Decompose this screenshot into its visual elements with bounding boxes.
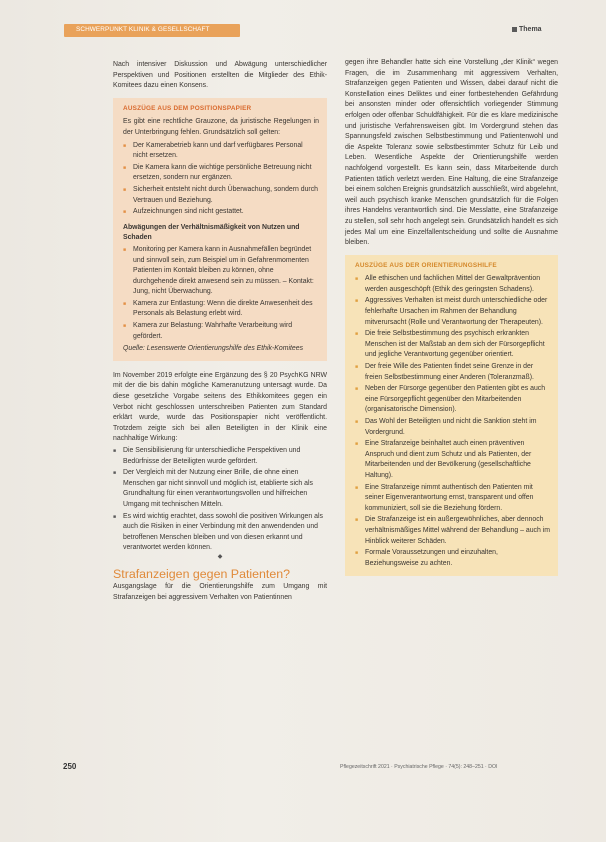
list-item: ■ Neben der Fürsorge gegenüber den Patienten gibt es auch eine Fürsorgepflicht gegenüber den Mitarbeitenden (organisatorische Dimension).	[355, 384, 550, 416]
box-list	[355, 274, 550, 569]
list-item: ■ Die Kamera kann die wichtige persönliche Betreuung nicht ersetzen, sondern nur ergänzen.	[123, 163, 319, 184]
right-column	[345, 58, 558, 586]
list-item: ■ Kamera zur Belastung: Wahrhafte Verarbeitung wird gefördert.	[123, 321, 319, 342]
box-list	[123, 141, 319, 218]
section-header-bar	[64, 24, 240, 37]
list-item: ■ Eine Strafanzeige nimmt authentisch den Patienten mit seiner Eigenverantwortung ernst, transparent und offen kommuniziert, soll sie die Beziehung fördern.	[355, 483, 550, 515]
list-item: ■ Alle ethischen und fachlichen Mittel der Gewaltprävention werden ausgeschöpft (Ethik des geringsten Schadens).	[355, 274, 550, 295]
box-title: AUSZÜGE AUS DEM POSITIONSPAPIER	[123, 104, 252, 112]
list-item: ■ Die freie Selbstbestimmung des psychisch erkrankten Menschen ist der Maßstab an dem sich der Fürsorgepflicht und jegliche Verantwortung gegenüber orientiert.	[355, 329, 550, 361]
list-item: ■ Monitoring per Kamera kann in Ausnahmefällen begründet und sinnvoll sein, zum Beispiel um in Gefahrenmomenten Patienten im Kontakt bleiben zu können, ohne durchgehende direkt anwesend sein zu müssen. – Kontakt: Jung, nicht Überwachung.	[123, 245, 319, 298]
left-column	[113, 60, 327, 609]
right-body-paragraph: gegen ihre Behandler hatte sich eine Vorstellung „der Klinik“ wegen Fragen, die im Zusammenhang mit aggressivem Verhalten, Strafanzeigen gegen Patienten und Wissen, dabei darauf nicht die Konstellation eines Deliktes und einer fortbestehenden Gefährdung bei ansonsten minder oder offensichtlich vorliegender Stimmung erfolgen oder offenbar Schuldfähigkeit. Für die es klare medizinische und juristische Verfahrensweisen gibt. Im Vordergrund stehen das Spannungsfeld zwischen Selbstbestimmung und Patientenwohl und die Aspekte Toleranz sowie selbstbestimmter Schutz für Leib und Leben. Wesentliche Aspekte der Orientierungshilfe werden nachfolgend vorgestellt. Es kann sein, dass Mitarbeitende durch Patienten tätlich verletzt werden. Eine Haltung, die eine Strafanzeige bei einem solchen Ereignis grundsätzlich ausschließt, wird abgelehnt, weil auch psychisch kranke Menschen grundsätzlich für die Folgen ihres Handelns verantwortlich sind. Die Messlatte, eine Strafanzeige zu stellen, soll sehr hoch angelegt sein. Grundsätzlich handelt es sich jedes Mal um eine Einzelfallentscheidung und sollte die Ausnahme bleiben.	[345, 59, 558, 247]
orientation-guide-box	[345, 255, 558, 577]
list-item: ■ Aufzeichnungen sind nicht gestattet.	[123, 207, 319, 218]
list-item: ■ Eine Strafanzeige beinhaltet auch einen präventiven Anspruch und dient zum Schutz und als Patienten, der Mitarbeitenden und der Bevölkerung (gesellschaftliche Haltung).	[355, 439, 550, 481]
box-subhead: Abwägungen der Verhältnismäßigkeit von Nutzen und Schaden	[123, 223, 300, 242]
section-label: SCHWERPUNKT KLINIK & GESELLSCHAFT	[76, 26, 210, 33]
box-list-2	[123, 245, 319, 342]
list-item: ■ Sicherheit entsteht nicht durch Überwachung, sondern durch Vertrauen und Beziehung.	[123, 185, 319, 206]
box-title: AUSZÜGE AUS DER ORIENTIERUNGSHILFE	[355, 261, 497, 269]
list-item: ■ Formale Voraussetzungen und einzuhalten, Beziehungsweise zu achten.	[355, 548, 550, 569]
after-heading-paragraph: Ausgangslage für die Orientierungshilfe zum Umgang mit Strafanzeigen bei aggressivem Verhalten von Patientinnen	[113, 583, 327, 601]
square-icon	[512, 27, 517, 32]
list-item: ■ Das Wohl der Beteiligten und nicht die Sanktion steht im Vordergrund.	[355, 417, 550, 438]
citation-footer: Pflegezeitschrift 2021 · Psychiatrische Pflege · 74(5): 248–251 · DOI	[340, 764, 498, 770]
intro-paragraph: Nach intensiver Diskussion und Abwägung unterschiedlicher Perspektiven und Positionen erstellten die Mitglieder des Ethik-Komitees dazu einen Konsens.	[113, 61, 327, 90]
ornament-icon: ◆	[217, 553, 223, 560]
list-item: ■ Kamera zur Entlastung: Wenn die direkte Anwesenheit des Personals als Belastung erlebt wird.	[123, 299, 319, 320]
list-item: ■ Die Strafanzeige ist ein außergewöhnliches, aber dennoch verhältnismäßiges Mittel während der Behandlung – auch im Hinblick weiterer Schäden.	[355, 515, 550, 547]
page-number: 250	[63, 762, 77, 771]
list-item: ■ Es wird wichtig erachtet, dass sowohl die positiven Wirkungen als auch die Risiken in einer Verbindung mit den anwendenden und betroffenen Menschen bleiben und von diesen erkannt und verantwortet werden können.	[113, 512, 327, 554]
effects-list	[113, 446, 327, 554]
box-source: Quelle: Lesenswerte Orientierungshilfe des Ethik-Komitees	[123, 345, 304, 353]
list-item: ■ Die Sensibilisierung für unterschiedliche Perspektiven und Bedürfnisse der Beteiligten wurde gefördert.	[113, 446, 327, 467]
list-item: ■ Der Vergleich mit der Nutzung einer Brille, die ohne einen Menschen gar nicht sinnvoll und möglich ist, etablierte sich als Grundhaltung für einen verantwortungsvollen und hilfreichen Umgang mit technischen Mitteln.	[113, 468, 327, 510]
list-item: ■ Aggressives Verhalten ist meist durch unterschiedliche oder fehlerhafte Ursachen im Rahmen der Behandlung mitverursacht (Rolle und Verantwortung der Therapeuten).	[355, 296, 550, 328]
box-lead: Es gibt eine rechtliche Grauzone, da juristische Regelungen in der Unterbringung fehlen. Grundsätzlich soll gelten:	[123, 118, 319, 136]
thema-label	[512, 26, 542, 33]
list-item: ■ Der Kamerabetrieb kann und darf verfügbares Personal nicht ersetzen.	[123, 141, 319, 162]
body-paragraph: Im November 2019 erfolgte eine Ergänzung des § 20 PsychKG NRW mit der die bis dahin mögliche Kameranutzung untersagt wurde. Da diese gesetzliche Vorgabe seitens des Ethikkomitees gegen ein Verbot nicht geschlossen unterschreiben Patienten zum Standard erklärt wurde, wurde das Positionspapier nicht veröffentlicht. Trotzdem zeigte sich bei allen Beteiligten in der Klinik eine nachhaltige Wirkung:	[113, 371, 327, 443]
section-heading: Strafanzeigen gegen Patienten?	[113, 566, 291, 581]
thema-text: Thema	[519, 26, 542, 33]
position-paper-box	[113, 98, 327, 361]
list-item: ■ Der freie Wille des Patienten findet seine Grenze in der freien Selbstbestimmung einer Anderen (Toleranzmaß).	[355, 362, 550, 383]
